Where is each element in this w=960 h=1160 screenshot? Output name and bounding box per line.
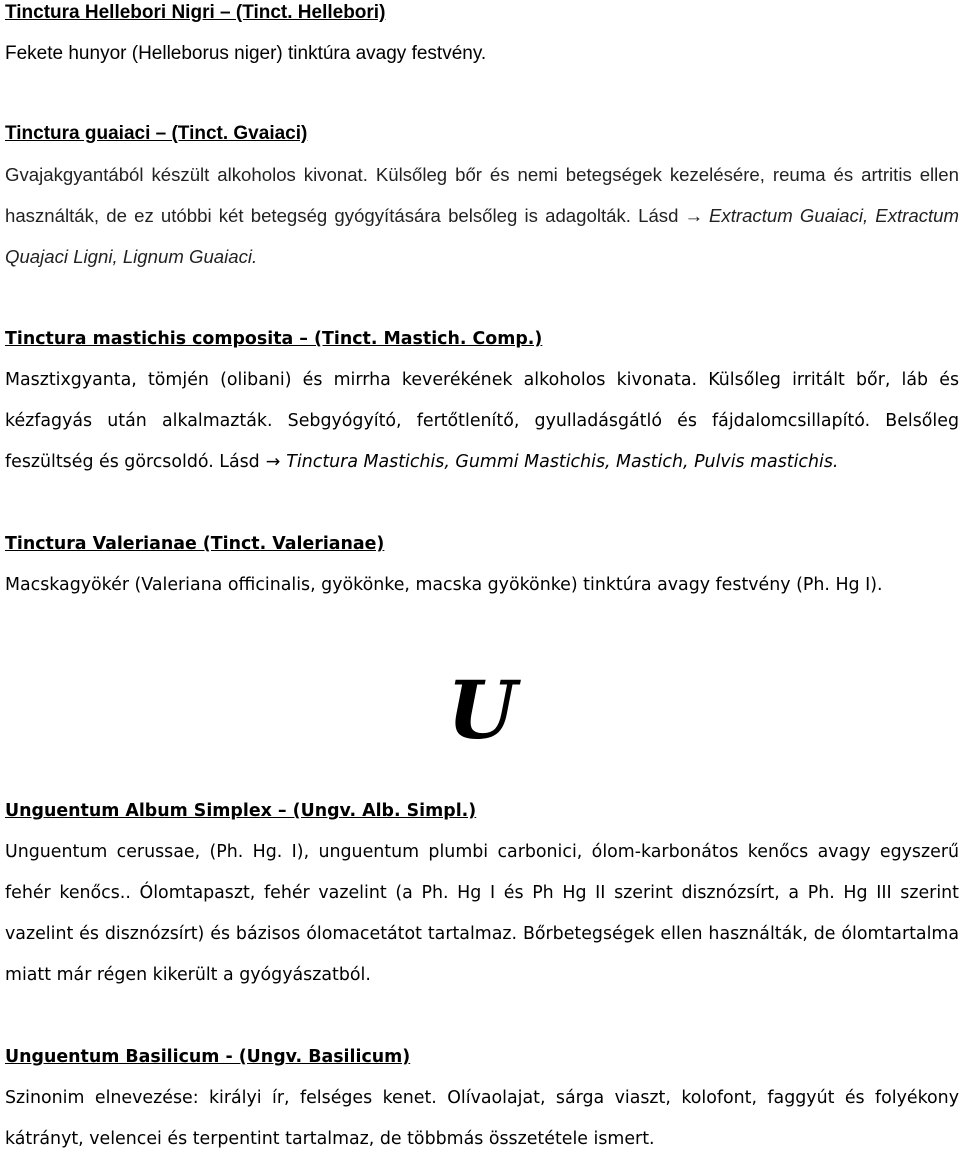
entry-reference: Extractum Guaiaci, Extractum Quajaci Ligni, Lignum Guaiaci. xyxy=(5,205,959,267)
entry-tinctura-mastichis xyxy=(5,319,959,483)
entry-tinctura-guaiaci xyxy=(5,113,959,277)
entry-body: Macskagyökér (Valeriana officinalis, gyökönke, macska gyökönke) tinktúra avagy festvény (Ph. Hg I). xyxy=(5,575,883,595)
arrow-right-icon: → xyxy=(265,452,281,472)
entry-body: Unguentum cerussae, (Ph. Hg. I), unguentum plumbi carbonici, ólom-karbonátos kenőcs avagy egyszerű fehér kenőcs.. Ólomtapaszt, fehér vazelint (a Ph. Hg I és Ph Hg II szerint disznózsírt, a Ph. Hg III szerint vazelint és disznózsírt) és bázisos ólomacetátot tartalmaz. Bőrbetegségek ellen használták, de ólomtartalma miatt már régen kikerült a gyógyászatból. xyxy=(5,842,959,985)
entry-reference: Tinctura Mastichis, Gummi Mastichis, Mastich, Pulvis mastichis. xyxy=(286,452,839,472)
section-letter: U xyxy=(447,663,513,757)
entry-body xyxy=(5,360,959,483)
arrow-right-icon: → xyxy=(684,205,704,226)
entry-title: Unguentum Basilicum - (Ungv. Basilicum) xyxy=(5,1047,411,1067)
entry-unguentum-album xyxy=(5,791,959,996)
entry-body: Fekete hunyor (Helleborus niger) tinktúra avagy festvény. xyxy=(5,43,487,64)
entry-title: Tinctura Hellebori Nigri – (Tinct. Hellebori) xyxy=(5,2,386,23)
entry-title: Unguentum Album Simplex – (Ungv. Alb. Simpl.) xyxy=(5,801,477,821)
entry-body-text: Masztixgyanta, tömjén (olibani) és mirrha keverékének alkoholos kivonata. Külsőleg irritált bőr, láb és kézfagyás után alkalmazták. Sebgyógyító, fertőtlenítő, gyulladásgátló és fájdalomcsillapító. Belsőleg feszültség és görcsoldó. Lásd xyxy=(5,370,959,472)
entry-title: Tinctura Valerianae (Tinct. Valerianae) xyxy=(5,534,385,554)
entry-body-text: Gvajakgyantából készült alkoholos kivonat. Külsőleg bőr és nemi betegségek kezelésére, reuma és artritis ellen használták, de ez utóbbi két betegség gyógyítására belsőleg is adagolták. Lásd xyxy=(5,164,959,226)
entry-title: Tinctura mastichis composita – (Tinct. Mastich. Comp.) xyxy=(5,329,543,349)
entry-body: Szinonim elnevezése: királyi ír, felséges kenet. Olívaolajat, sárga viaszt, kolofont, faggyút és folyékony kátrányt, velencei és terpentint tartalmaz, de többmás összetétele ismert. xyxy=(5,1088,959,1149)
entry-body xyxy=(5,154,959,277)
entry-title: Tinctura guaiaci – (Tinct. Gvaiaci) xyxy=(5,123,308,144)
entry-tinctura-valerianae xyxy=(5,524,959,606)
entry-tinctura-hellebori xyxy=(5,0,959,74)
entry-unguentum-basilicum xyxy=(5,1037,959,1160)
